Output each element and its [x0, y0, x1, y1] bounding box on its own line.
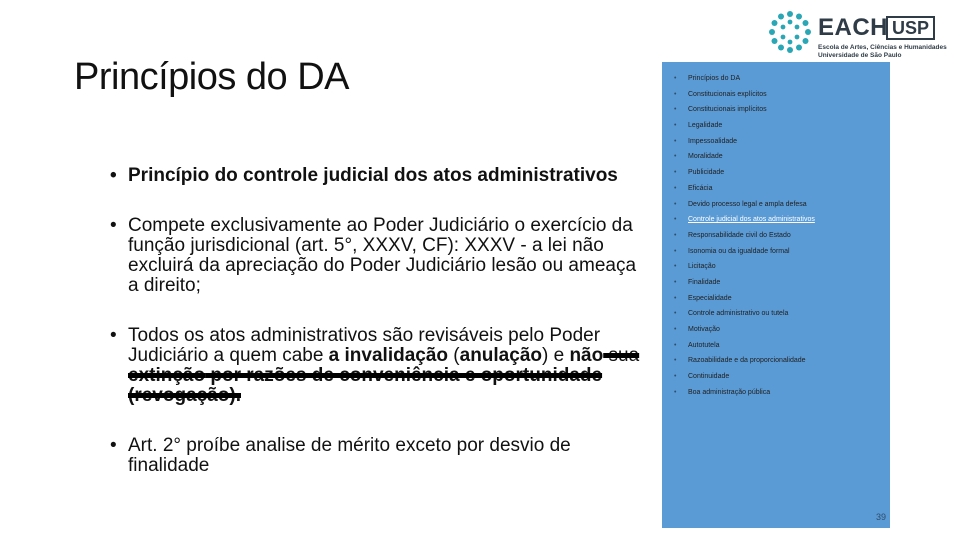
- topic-item[interactable]: • Motivação: [674, 322, 884, 338]
- topic-item[interactable]: • Boa administração pública: [674, 385, 884, 401]
- logo-each-text: EACH: [818, 14, 889, 41]
- topic-item[interactable]: • Devido processo legal e ampla defesa: [674, 197, 884, 213]
- bullet-controle-judicial: • Princípio do controle judicial dos atos administrativos: [110, 166, 650, 186]
- page-number: 39: [875, 512, 886, 522]
- text-segment: (: [448, 345, 460, 366]
- logo-subtitle: [818, 44, 958, 60]
- logo-subtitle-line2: Universidade de São Paulo: [818, 52, 902, 59]
- topic-item-active[interactable]: • Controle judicial dos atos administrativos: [674, 212, 884, 228]
- topic-item[interactable]: • Princípios do DA: [674, 71, 884, 87]
- logo-subtitle-line1: Escola de Artes, Ciências e Humanidades: [818, 44, 947, 51]
- bullet-art-2: • Art. 2° proíbe analise de mérito exceto por desvio de finalidade: [110, 436, 650, 476]
- topic-item[interactable]: • Especialidade: [674, 291, 884, 307]
- topic-item[interactable]: • Licitação: [674, 259, 884, 275]
- topic-item[interactable]: • Autotutela: [674, 338, 884, 354]
- topic-item[interactable]: • Continuidade: [674, 369, 884, 385]
- text-nao: não: [569, 345, 604, 366]
- topic-item[interactable]: • Impessoalidade: [674, 134, 884, 150]
- bullet-revisao-atos: [110, 326, 650, 406]
- topic-item[interactable]: • Eficácia: [674, 181, 884, 197]
- text-segment: sua: [603, 345, 640, 366]
- bullet-funcao-jurisdicional: • Compete exclusivamente ao Poder Judiciário o exercício da função jurisdicional (art. 5°, XXXV, CF): XXXV - a lei não excluirá da apreciação do Poder Judiciário lesão ou ameaça a direito;: [110, 216, 650, 296]
- topics-list: [674, 71, 884, 400]
- topic-item[interactable]: • Publicidade: [674, 165, 884, 181]
- topics-sidebar: [662, 62, 890, 528]
- topic-item[interactable]: • Constitucionais explícitos: [674, 87, 884, 103]
- text-anulacao: anulação: [459, 345, 542, 366]
- topic-item[interactable]: • Moralidade: [674, 149, 884, 165]
- each-logo-icon: [766, 8, 814, 56]
- topic-item[interactable]: • Constitucionais implícitos: [674, 102, 884, 118]
- text-revogacao: por razões de conveniência e oportunidade (revogação).: [128, 365, 603, 406]
- topic-item[interactable]: • Responsabilidade civil do Estado: [674, 228, 884, 244]
- each-usp-logo: [766, 8, 956, 64]
- text-segment: Todos os atos administrativos são revisáveis pelo Poder Judiciário a quem cabe: [128, 325, 601, 366]
- topic-item[interactable]: • Finalidade: [674, 275, 884, 291]
- topic-item[interactable]: • Controle administrativo ou tutela: [674, 306, 884, 322]
- text-invalidacao: a invalidação: [328, 345, 449, 366]
- text-extincao: extinção: [128, 365, 206, 386]
- topic-item[interactable]: • Legalidade: [674, 118, 884, 134]
- logo-usp-text: USP: [886, 16, 935, 40]
- topic-item[interactable]: • Isonomia ou da igualdade formal: [674, 244, 884, 260]
- slide-content: [110, 166, 650, 506]
- topic-item[interactable]: • Razoabilidade e da proporcionalidade: [674, 353, 884, 369]
- slide-title: Princípios do DA: [74, 56, 350, 98]
- text-segment: ) e: [542, 345, 570, 366]
